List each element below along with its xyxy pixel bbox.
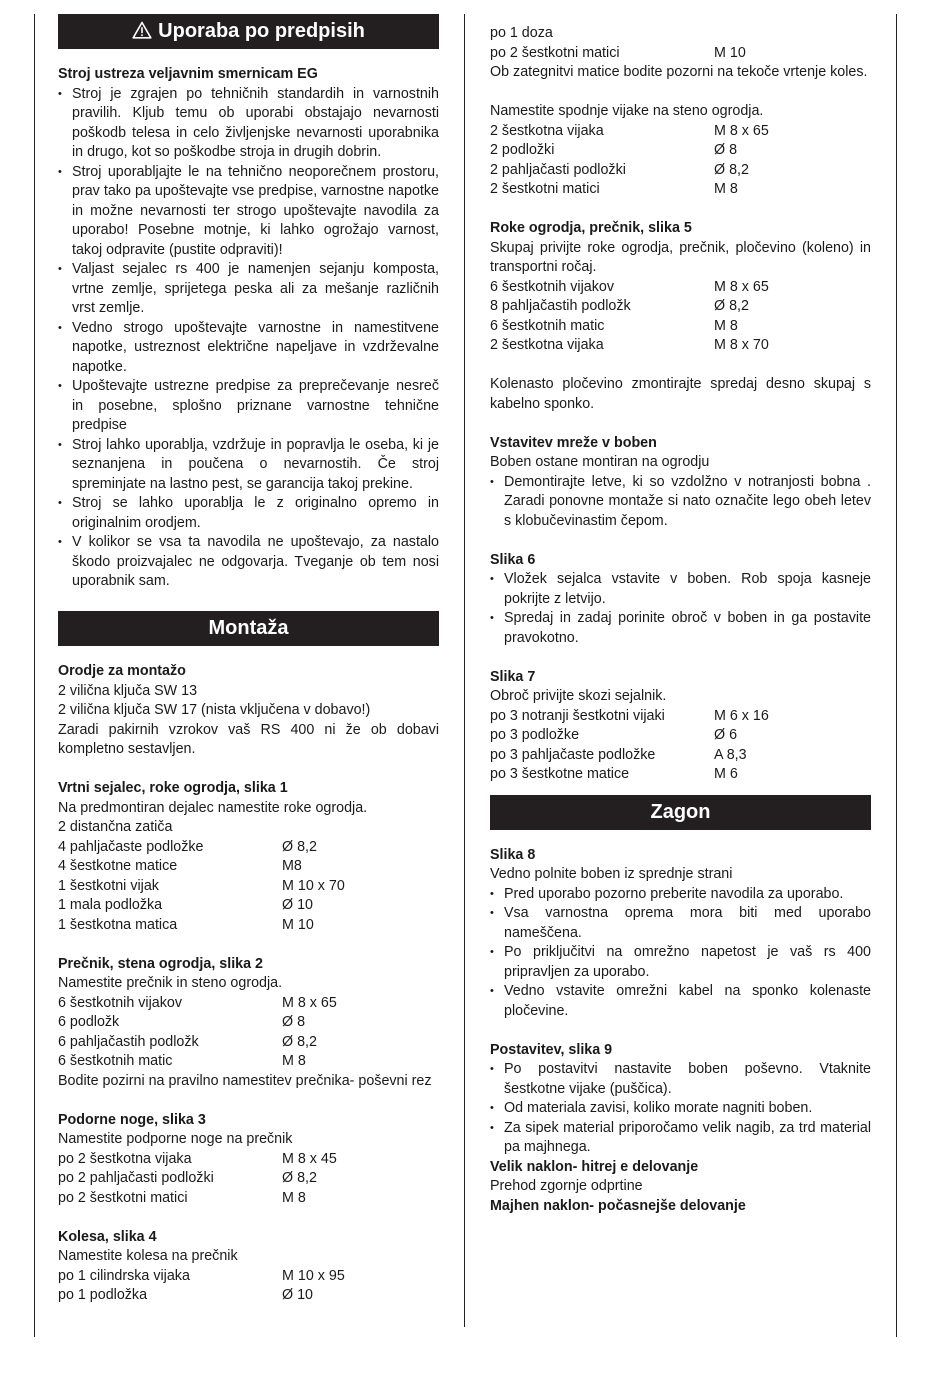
parts-row: 1 šestkotni vijak M 10 x 70 xyxy=(58,877,345,894)
warning-triangle-icon xyxy=(132,21,152,39)
fig1-heading: Vrtni sejalec, roke ogrodja, slika 1 xyxy=(58,780,288,796)
safety-subtitle: Stroj ustreza veljavnim smernicam EG xyxy=(58,66,318,82)
parts-row: po 3 podložke Ø 6 xyxy=(490,727,738,743)
list-item: • Stroj uporabljajte le na tehnično neoporečnem prostoru, prav tako pa upoštevajte vse predpise, varnostne napotke in možne nevarnosti ter strogo upoštevajte navodila za uporabo! Posebne motnje, ki lahko ogrožajo varnost, takoj odpravite (pustite odpraviti)! xyxy=(58,163,439,261)
right-column xyxy=(490,24,871,1216)
safety-banner xyxy=(58,14,439,49)
tools-heading: Orodje za montažo xyxy=(58,663,186,679)
parts-row: po 2 šestkotni matici M 8 xyxy=(58,1189,306,1206)
parts-row: 2 podložki Ø 8 xyxy=(490,142,738,158)
safety-bullets xyxy=(58,85,439,592)
parts-row: 6 šestkotnih matic M 8 xyxy=(58,1053,306,1069)
fig2-intro: Namestite prečnik in steno ogrodja. xyxy=(58,975,283,991)
list-item: • Vsa varnostna oprema mora biti med uporabo nameščena. xyxy=(490,904,871,943)
fast-tilt-label: Velik naklon- hitrej e delovanje xyxy=(490,1158,699,1175)
tools-line: 2 vilična ključa SW 13 xyxy=(58,682,198,699)
fig5-intro: Skupaj privijte roke ogrodja, prečnik, pločevino (koleno) in transportni ročaj. xyxy=(490,239,871,275)
slow-tilt-label: Majhen naklon- počasnejše delovanje xyxy=(490,1197,746,1214)
list-item: • Stroj je zgrajen po tehničnih standardih in varnostnih pravilih. Kljub temu ob uporabi obstajajo nevarnosti poškodb telesa in celo življenjske nevarnosti uporabnika in drugo, kot so poškodbe stroja in drugih dobrin. xyxy=(58,85,439,163)
parts-row: 6 podložk Ø 8 xyxy=(58,1014,306,1030)
fig4-intro: Namestite kolesa na prečnik xyxy=(58,1248,238,1264)
list-item: • Vedno strogo upoštevajte varnostne in namestitvene napotke, ustreznost električne napeljave in vzdrževalne napotke. xyxy=(58,319,439,378)
fig1-intro: 2 distančna zatiča xyxy=(58,819,173,835)
parts-row: 1 šestkotna matica M 10 xyxy=(58,916,314,933)
fig3-heading: Podorne noge, slika 3 xyxy=(58,1111,206,1128)
parts-row: 1 mala podložka Ø 10 xyxy=(58,897,313,913)
safety-title: Uporaba po predpisih xyxy=(158,20,365,42)
right-margin-rule xyxy=(896,14,897,1337)
list-item: • Po postavitvi nastavite boben poševno. Vtaknite šestkotne vijake (puščica). xyxy=(490,1060,871,1099)
list-item: • Valjast sejalec rs 400 je namenjen sejanju komposta, vrtne zemlje, sprijetega peska ali za mešanje različnih vrst zemlje. xyxy=(58,260,439,319)
fig7-intro: Obroč privijte skozi sejalnik. xyxy=(490,688,667,704)
list-item: • Vložek sejalca vstavite v boben. Rob spoja kasneje pokrijte z letvijo. xyxy=(490,570,871,609)
parts-row: po 3 pahljačaste podložke A 8,3 xyxy=(490,746,747,763)
fig3-intro: Namestite podporne noge na prečnik xyxy=(58,1131,293,1147)
parts-row: po 3 šestkotne matice M 6 xyxy=(490,766,738,782)
parts-row: 2 šestkotna vijaka M 8 x 70 xyxy=(490,337,769,353)
parts-row: po 2 šestkotni matici M 10 xyxy=(490,44,746,61)
fig5-heading: Roke ogrodja, prečnik, slika 5 xyxy=(490,220,692,236)
list-item: • Po priključitvi na omrežno napetost je vaš rs 400 pripravljen za uporabo. xyxy=(490,943,871,982)
parts-row: 6 šestkotnih vijakov M 8 x 65 xyxy=(490,278,769,295)
list-item: • Upoštevajte ustrezne predpise za preprečevanje nesreč in posebne, splošno priznane varnostne tehnične predpise xyxy=(58,377,439,436)
montaza-title: Montaža xyxy=(208,617,289,639)
parts-row: 6 pahljačastih podložk Ø 8,2 xyxy=(58,1033,317,1050)
parts-row: 2 šestkotna vijaka M 8 x 65 xyxy=(490,122,769,139)
fig6-heading: Slika 6 xyxy=(490,551,536,568)
list-item: • V kolikor se vsa ta navodila ne upoštevajo, za nastalo škodo proizvajalec ne odgovarja. Tveganje ob tem nosi uporabnik sam. xyxy=(58,533,439,592)
list-item: • Vedno vstavite omrežni kabel na sponko kolenaste pločevine. xyxy=(490,982,871,1021)
parts-row: po 1 cilindrska vijaka M 10 x 95 xyxy=(58,1267,345,1284)
zagon-banner xyxy=(490,795,871,830)
fig9-bullets xyxy=(490,1060,871,1158)
list-item: • Stroj lahko uporablja, vzdržuje in popravlja le oseba, ki je seznanjena in poučena o nevarnostih. Če stroj spreminjate na lastno pest, se garancija takoj prekine. xyxy=(58,436,439,495)
parts-row: 8 pahljačastih podložk Ø 8,2 xyxy=(490,298,749,314)
fig2-note: Bodite pozirni na pravilno namestitev prečnika- poševni rez xyxy=(58,1072,432,1089)
fig8-intro: Vedno polnite boben iz sprednje strani xyxy=(490,866,733,882)
parts-row: 2 pahljačasti podložki Ø 8,2 xyxy=(490,161,749,178)
list-item: • Za sipek material priporočamo velik nagib, za trd material pa majhnega. xyxy=(490,1119,871,1158)
column-divider xyxy=(464,14,465,1327)
parts-row: po 1 podložka Ø 10 xyxy=(58,1287,313,1303)
parts-row: po 1 doza xyxy=(490,25,553,41)
fig8-heading: Slika 8 xyxy=(490,846,536,863)
fig4-note: Ob zategnitvi matice bodite pozorni na tekoče vrtenje koles. xyxy=(490,64,868,80)
parts-row: 6 šestkotnih vijakov M 8 x 65 xyxy=(58,994,337,1011)
fig1-intro: Na predmontiran dejalec namestite roke ogrodja. xyxy=(58,799,368,816)
mesh-intro: Boben ostane montiran na ogrodju xyxy=(490,454,710,470)
mesh-heading: Vstavitev mreže v boben xyxy=(490,434,657,451)
parts-row: 6 šestkotnih matic M 8 xyxy=(490,317,738,334)
mesh-bullets xyxy=(490,473,871,532)
parts-row: po 2 pahljačasti podložki Ø 8,2 xyxy=(58,1170,317,1186)
left-column xyxy=(58,14,439,1306)
list-item: • Stroj se lahko uporablja le z originalno opremo in originalnim orodjem. xyxy=(58,494,439,533)
montaza-banner xyxy=(58,611,439,646)
left-margin-rule xyxy=(34,14,35,1337)
parts-row: 4 pahljačaste podložke Ø 8,2 xyxy=(58,838,317,855)
fig5-note: Kolenasto pločevino zmontirajte spredaj desno skupaj s kabelno sponko. xyxy=(490,376,871,412)
list-item: • Pred uporabo pozorno preberite navodila za uporabo. xyxy=(490,885,871,905)
parts-row: po 2 šestkotna vijaka M 8 x 45 xyxy=(58,1150,337,1167)
flow-label: Prehod zgornje odprtine xyxy=(490,1178,643,1194)
fig7-heading: Slika 7 xyxy=(490,668,536,685)
parts-row: 2 šestkotni matici M 8 xyxy=(490,181,738,197)
fig9-heading: Postavitev, slika 9 xyxy=(490,1041,613,1058)
fig6-bullets xyxy=(490,570,871,648)
fig8-bullets xyxy=(490,885,871,1022)
fig4-heading: Kolesa, slika 4 xyxy=(58,1228,157,1245)
bottom-screws-intro: Namestite spodnje vijake na steno ogrodja. xyxy=(490,103,764,119)
tools-paragraph: Zaradi pakirnih vzrokov vaš RS 400 ni že ob dobavi kompletno sestavljen. xyxy=(58,721,439,757)
fig2-heading: Prečnik, stena ogrodja, slika 2 xyxy=(58,955,264,972)
parts-row: 4 šestkotne matice M8 xyxy=(58,858,302,874)
tools-line: 2 vilična ključa SW 17 (nista vključena v dobavo!) xyxy=(58,702,371,718)
list-item: • Demontirajte letve, ki so vzdolžno v notranjosti bobna . Zaradi ponovne montaže si nato označite lego obeh letev s klobučevinastim čepom. xyxy=(490,473,871,532)
zagon-title: Zagon xyxy=(650,800,711,823)
parts-row: po 3 notranji šestkotni vijaki M 6 x 16 xyxy=(490,707,769,724)
list-item: • Od materiala zavisi, koliko morate nagniti boben. xyxy=(490,1099,871,1119)
list-item: • Spredaj in zadaj porinite obroč v boben in ga postavite pravokotno. xyxy=(490,609,871,648)
